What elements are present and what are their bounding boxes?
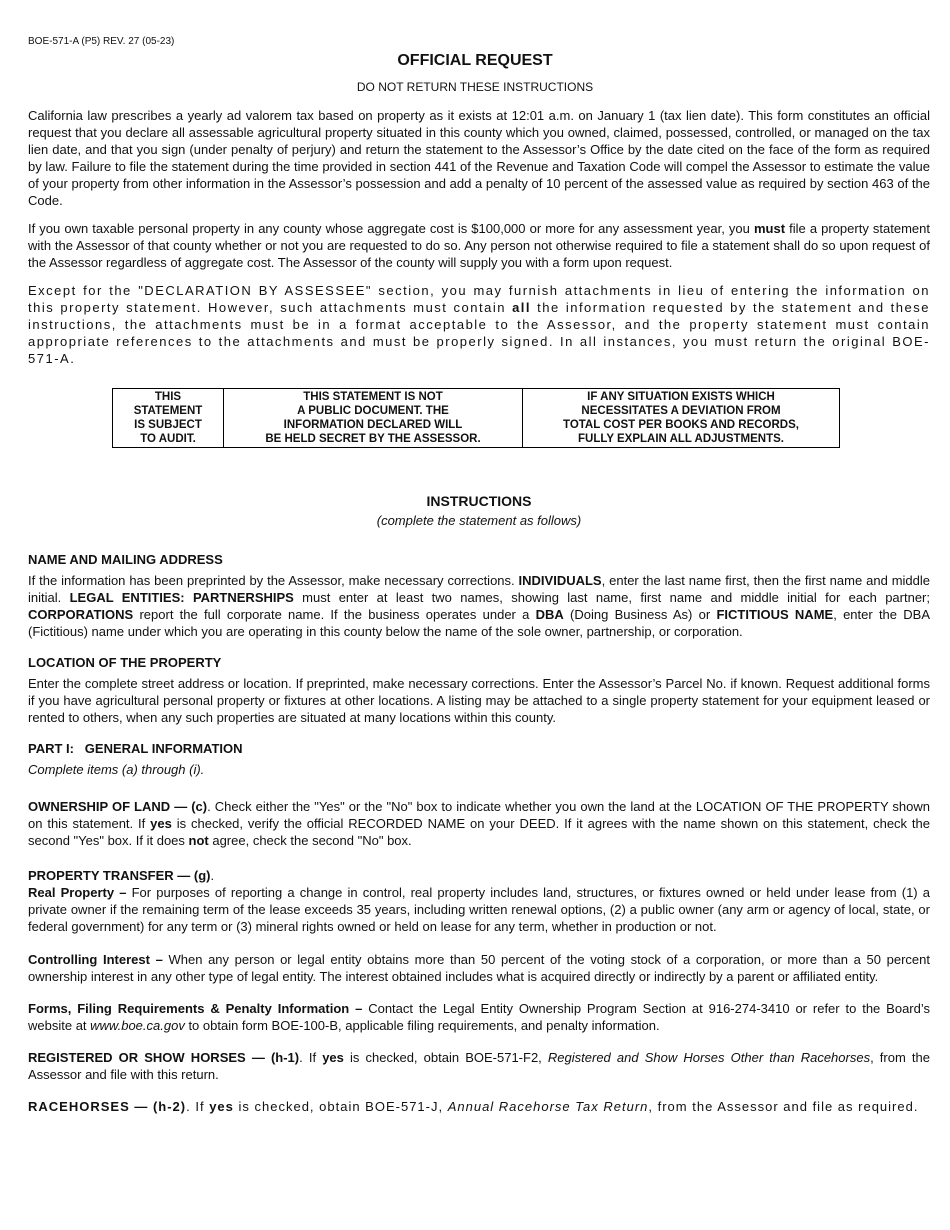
emphasis: CORPORATIONS (28, 607, 134, 622)
emphasis: INDIVIDUALS (518, 573, 602, 588)
intro-paragraph-3 (28, 282, 930, 367)
name-section-heading: NAME AND MAILING ADDRESS (28, 552, 223, 567)
text: . Check either the "Yes" or the "No" box to indicate whether you own the land at the LOCATION OF THE PROPERTY shown on this statement. If (28, 799, 930, 831)
text: Except for the "DECLARATION BY ASSESSEE" section, you may furnish attachments in lieu of entering the information on this property statement. However, such attachments must contain (28, 283, 930, 315)
form-title: Annual Racehorse Tax Return (447, 1099, 649, 1114)
horses-label: REGISTERED OR SHOW HORSES — (h-1) (28, 1050, 300, 1065)
text: agree, check the second "No" box. (208, 833, 412, 848)
emphasis-all: all (512, 300, 532, 315)
website-link[interactable]: www.boe.ca.gov (90, 1018, 185, 1033)
text: the information requested by the statement and these instructions, the attachments must be in a format acceptable to the Assessor, and the property statement must contain appropriate references to the attachments and must be properly signed. In all instances, you must return the original BOE-571-A. (28, 300, 930, 366)
emphasis-must: must (753, 221, 786, 236)
racehorses-paragraph (28, 1098, 930, 1115)
form-id: BOE-571-A (P5) REV. 27 (05-23) (28, 36, 175, 47)
text: If the information has been preprinted by the Assessor, make necessary corrections. (28, 573, 519, 588)
controlling-interest-label: Controlling Interest – (28, 952, 163, 967)
notice-box (112, 388, 840, 448)
text: . If (186, 1099, 210, 1114)
emphasis: yes (322, 1050, 344, 1065)
text: , from the Assessor and file as required. (648, 1099, 919, 1114)
text: . (210, 868, 215, 883)
part1-heading: PART I: GENERAL INFORMATION (28, 741, 243, 756)
text: For purposes of reporting a change in control, real property includes land, structures, or fixtures owned or held under lease from (1) a private owner if the remaining term of the lease exceeds 35 years, including written renewal options, (2) a public owner (any arm or agency of local, state, or federal government) for any term or (3) mineral rights owned or held on lease for any term, whether in production or not. (28, 885, 931, 934)
location-section-text: Enter the complete street address or location. If preprinted, make necessary corrections. Enter the Assessor’s Parcel No. if known. Request additional forms if you have agricultural personal property or fixtures at other locations. A listing may be attached to a single property statement for your equipment leased or rented to others, when any such properties are situated at many locations within this county. (28, 676, 930, 725)
forms-paragraph (28, 1000, 930, 1034)
emphasis: not (188, 833, 209, 848)
instructions-subtitle: (complete the statement as follows) (376, 513, 582, 528)
text: to obtain form BOE-100-B, applicable filing requirements, and penalty information. (184, 1018, 660, 1033)
ownership-label: OWNERSHIP OF LAND — (c) (28, 799, 208, 814)
form-title: Registered and Show Horses Other than Racehorses (547, 1050, 871, 1065)
racehorses-label: RACEHORSES — (h-2) (28, 1099, 187, 1114)
text: is checked, obtain BOE-571-F2, (343, 1050, 548, 1065)
text: When any person or legal entity obtains more than 50 percent of the voting stock of a corporation, or more than a 50 percent ownership interest in any other type of legal entity. The interest obtained includes what is acquired directly or indirectly by a parent or affiliated entity. (28, 952, 930, 984)
controlling-interest-paragraph (28, 951, 930, 985)
text: If you own taxable personal property in any county whose aggregate cost is $100,000 or more for any assessment year, you (28, 221, 754, 236)
text: Contact the Legal Entity Ownership Program Section at 916-274-3410 or refer to the Board’s website at (28, 1001, 931, 1033)
horses-paragraph (28, 1049, 930, 1083)
document-body (28, 107, 930, 1126)
real-property-paragraph (28, 884, 930, 935)
page-subtitle: DO NOT RETURN THESE INSTRUCTIONS (356, 80, 594, 94)
emphasis: LEGAL ENTITIES: PARTNERSHIPS (69, 590, 294, 605)
text: , enter the last name first, then the first name and middle initial. (28, 573, 930, 605)
forms-label: Forms, Filing Requirements & Penalty Information – (28, 1001, 363, 1016)
text: is checked, verify the official RECORDED NAME on your DEED. If it agrees with the name shown on this statement, check the second "Yes" box. If it does (28, 816, 931, 848)
real-property-label: Real Property – (28, 885, 127, 900)
emphasis: yes (150, 816, 172, 831)
notice-audit: THIS STATEMENT IS SUBJECT TO AUDIT. (113, 389, 224, 447)
instructions-title: INSTRUCTIONS (426, 493, 532, 509)
page-title: OFFICIAL REQUEST (397, 52, 553, 69)
emphasis: FICTITIOUS NAME (716, 607, 834, 622)
notice-adjustments: IF ANY SITUATION EXISTS WHICH NECESSITATES A DEVIATION FROM TOTAL COST PER BOOKS AND RECORDS, FULLY EXPLAIN ALL ADJUSTMENTS. (563, 391, 799, 445)
text: , from the Assessor and file with this return. (28, 1050, 930, 1082)
text: is checked, obtain BOE-571-J, (233, 1099, 448, 1114)
transfer-heading-line (28, 867, 930, 884)
name-section-text (28, 572, 930, 640)
location-section-heading: LOCATION OF THE PROPERTY (28, 655, 222, 670)
text: , enter the DBA (Fictitious) name under which you are operating in this county below the name of the sole owner, partnership, or corporation. (28, 607, 931, 639)
text: must enter at least two names, showing last name, first name and middle initial for each partner; (293, 590, 930, 605)
text: file a property statement with the Assessor of that county whether or not you are requested to do so. Any person not otherwise required to file a statement shall do so upon request of the Assessor regardless of aggregate cost. The Assessor of the county will supply you with a form upon request. (28, 221, 930, 270)
intro-paragraph-2 (28, 220, 930, 271)
transfer-heading: PROPERTY TRANSFER — (g) (28, 868, 211, 883)
emphasis: DBA (535, 607, 564, 622)
intro-paragraph-1: California law prescribes a yearly ad valorem tax based on property as it exists at 12:01 a.m. on January 1 (tax lien date). This form constitutes an official request that you declare all assessable agricultural property situated in this county which you owned, claimed, possessed, controlled, or managed on the tax lien date, and that you sign (under penalty of perjury) and return the statement to the Assessor’s Office by the date cited on the face of the form as required by law. Failure to file the statement during the time provided in section 441 of the Revenue and Taxation Code will compel the Assessor to estimate the value of your property from other information in the Assessor’s possession and add a penalty of 10 percent of the assessed value as required by section 463 of the Code. (28, 108, 930, 208)
text: . If (299, 1050, 323, 1065)
ownership-paragraph (28, 798, 930, 849)
emphasis: yes (209, 1099, 234, 1114)
text: report the full corporate name. If the business operates under a (133, 607, 536, 622)
part1-subtitle: Complete items (a) through (i). (28, 762, 205, 777)
text: (Doing Business As) or (563, 607, 717, 622)
notice-confidential: THIS STATEMENT IS NOT A PUBLIC DOCUMENT. THE INFORMATION DECLARED WILL BE HELD SECRET BY THE ASSESSOR. (224, 389, 523, 447)
